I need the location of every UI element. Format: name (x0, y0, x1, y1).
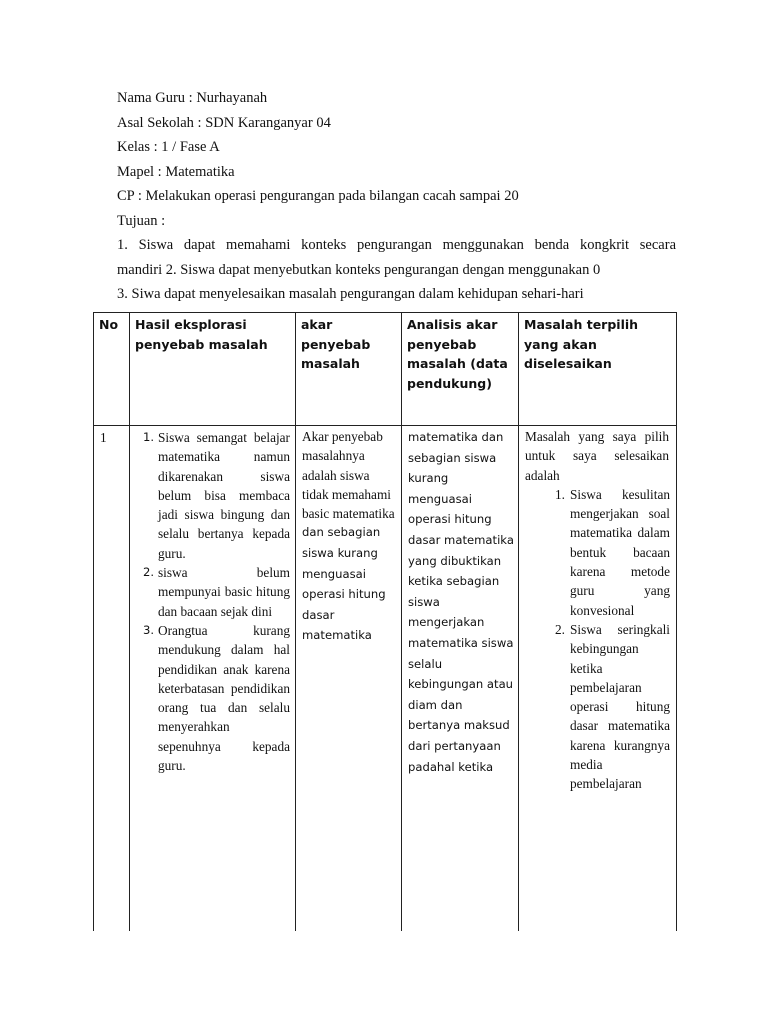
header-root-cause: akar penyebab masalah (296, 313, 402, 426)
document-header (117, 86, 676, 307)
table-header-row (94, 313, 677, 426)
list-text: Siswa semangat belajar matematika namun dikarenakan siswa belum bisa membaca jadi siswa bingung dan selalu bertanya kepada guru. (158, 430, 290, 561)
header-root-cause-analysis: Analisis akar penyebab masalah (data pendukung) (402, 313, 519, 426)
list-number: 2. (555, 621, 565, 637)
objectives-label: Tujuan : (117, 212, 166, 229)
list-number: 2. (142, 565, 154, 580)
subject-info: Mapel : Matematika (117, 163, 235, 180)
header-exploration: Hasil eksplorasi penyebab masalah (130, 313, 296, 426)
exploration-list (130, 428, 295, 775)
root-cause-text-part2: dan sebagian siswa kurang menguasai operasi hitung dasar matematika (302, 525, 386, 643)
exploration-cell (130, 426, 296, 931)
list-text: Orangtua kurang mendukung dalam hal pendidikan anak karena keterbatasan pendidikan orang tua dan selalu menyerahkan sepenuhnya kepada guru. (158, 622, 290, 774)
list-number: 1. (555, 486, 565, 502)
list-number: 1. (142, 430, 154, 444)
root-cause-text-part1: Akar penyebab masalahnya adalah siswa tidak memahami basic matematika (302, 429, 395, 522)
list-item (130, 563, 295, 621)
list-text: Siswa kesulitan mengerjakan soal matematika dalam bentuk bacaan karena metode guru yang konvesional (570, 486, 670, 618)
objective-line-2: mandiri 2. Siswa dapat menyebutkan konteks pengurangan dengan menggunakan 0 (117, 261, 601, 278)
list-text: siswa belum mempunyai basic hitung dan bacaan sejak dini (158, 565, 290, 619)
row-number: 1 (94, 426, 130, 931)
school-name: Asal Sekolah : SDN Karanganyar 04 (117, 114, 331, 131)
analysis-table (93, 312, 677, 931)
list-text: Siswa seringkali kebingungan ketika pembelajaran operasi hitung dasar matematika karena kurangnya media pembelajaran (570, 621, 670, 792)
root-cause-cell (296, 426, 402, 931)
analysis-cell (402, 426, 519, 931)
objective-line-3: 3. Siwa dapat menyelesaikan masalah pengurangan dalam kehidupan sehari-hari (117, 286, 584, 302)
header-selected-problem: Masalah terpilih yang akan diselesaikan (519, 313, 677, 426)
teacher-name: Nama Guru : Nurhayanah (117, 90, 268, 106)
selected-problem-cell (519, 426, 677, 931)
list-number: 3. (142, 622, 154, 637)
header-no: No (94, 313, 130, 426)
list-item (130, 428, 295, 563)
table-row (94, 426, 677, 931)
list-item (130, 621, 295, 775)
learning-outcome: CP : Melakukan operasi pengurangan pada bilangan cacah sampai 20 (117, 188, 519, 204)
selected-problem-list (519, 485, 676, 794)
list-item (519, 485, 676, 620)
objective-line-1: 1. Siswa dapat memahami konteks pengurangan menggunakan benda kongkrit secara (117, 237, 676, 253)
analysis-text-part2: matematika dan sebagian siswa kurang menguasai operasi hitung dasar matematika yang dibuktikan ketika sebagian siswa mengerjakan matematika siswa selalu kebingungan atau diam dan bertanya maksud dari pertanyaan padahal ketika (408, 430, 514, 774)
class-info: Kelas : 1 / Fase A (117, 139, 220, 155)
selected-problem-intro: Masalah yang saya pilih untuk saya selesaikan adalah (525, 429, 669, 483)
list-item (519, 620, 676, 794)
